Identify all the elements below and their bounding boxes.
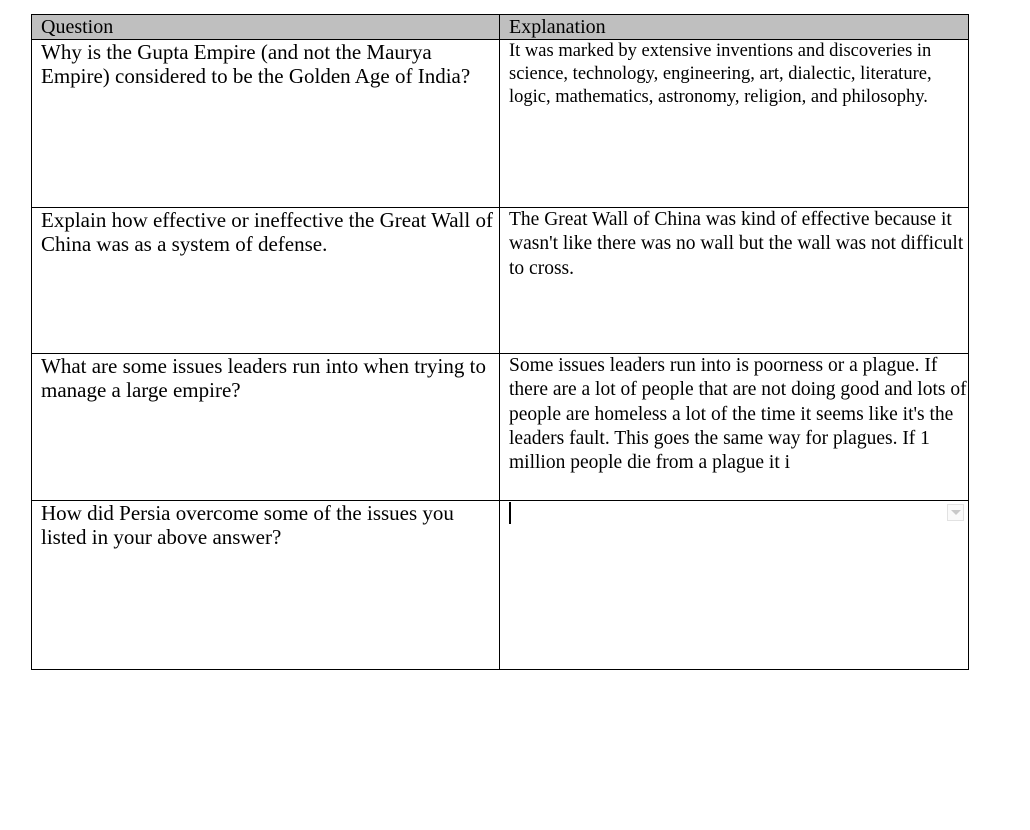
table-row [32,208,969,354]
text-cursor [509,502,511,524]
question-cell: How did Persia overcome some of the issues you listed in your above answer? [32,501,500,670]
table-row [32,354,969,501]
table-row [32,40,969,208]
answer-cell[interactable]: The Great Wall of China was kind of effective because it wasn't like there was no wall but the wall was not difficult to cross. [500,208,969,354]
answer-cell[interactable]: Some issues leaders run into is poorness or a plague. If there are a lot of people that are not doing good and lots of people are homeless a lot of the time it seems like it's the leaders fault. This goes the same way for plagues. If 1 million people die from a plague it i [500,354,969,501]
question-cell: Explain how effective or ineffective the Great Wall of China was as a system of defense. [32,208,500,354]
question-column-header: Question [32,15,500,40]
question-cell: What are some issues leaders run into when trying to manage a large empire? [32,354,500,501]
table-row [32,501,969,670]
question-cell: Why is the Gupta Empire (and not the Maurya Empire) considered to be the Golden Age of India? [32,40,500,208]
explanation-column-header: Explanation [500,15,969,40]
chevron-down-icon [951,510,961,515]
cell-dropdown-button[interactable] [947,504,964,521]
answer-cell[interactable]: It was marked by extensive inventions and discoveries in science, technology, engineering, art, dialectic, literature, logic, mathematics, astronomy, religion, and philosophy. [500,40,969,208]
qa-table [31,14,969,670]
header-row [32,15,969,40]
active-answer-cell[interactable] [500,501,969,670]
